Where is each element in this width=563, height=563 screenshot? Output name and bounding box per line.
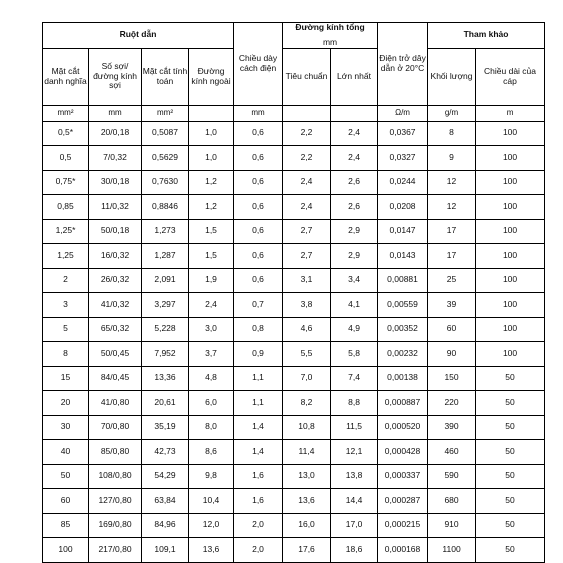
table-cell: 1,4 [234, 415, 283, 440]
table-cell: 3,297 [142, 293, 189, 318]
table-cell: 13,8 [331, 464, 378, 489]
table-cell: 4,6 [283, 317, 331, 342]
table-cell: 0,7630 [142, 170, 189, 195]
table-cell: 0,0208 [378, 195, 428, 220]
table-cell: 2,4 [331, 146, 378, 171]
col-label: Số sợi/đường kính sợi [89, 48, 142, 105]
table-cell: 0,5087 [142, 121, 189, 146]
duong-kinh-tong-label: Đường kính tổng [295, 22, 365, 32]
table-cell: 8,2 [283, 391, 331, 416]
table-cell: 17 [428, 219, 476, 244]
table-cell: 4,1 [331, 293, 378, 318]
table-cell: 0,6 [234, 268, 283, 293]
table-cell: 17,6 [283, 538, 331, 563]
table-cell: 0,00881 [378, 268, 428, 293]
table-cell: 4,8 [189, 366, 234, 391]
table-cell: 1,0 [189, 121, 234, 146]
table-cell: 100 [476, 146, 545, 171]
header-row-units [43, 105, 545, 121]
table-row [43, 195, 545, 220]
table-cell: 50 [476, 440, 545, 465]
table-cell: 90 [428, 342, 476, 367]
table-cell: 5,8 [331, 342, 378, 367]
table-cell: 39 [428, 293, 476, 318]
table-cell: 0,5 [43, 146, 89, 171]
table-cell: 590 [428, 464, 476, 489]
group-ruot-dan: Ruột dẫn [43, 23, 234, 49]
table-cell: 0,000887 [378, 391, 428, 416]
table-cell: 50 [476, 415, 545, 440]
table-cell: 127/0,80 [89, 489, 142, 514]
table-cell: 150 [428, 366, 476, 391]
col-unit: mm² [43, 105, 89, 121]
table-cell: 1,4 [234, 440, 283, 465]
table-cell: 9,8 [189, 464, 234, 489]
table-cell: 0,7 [234, 293, 283, 318]
table-cell: 0,75* [43, 170, 89, 195]
table-cell: 4,9 [331, 317, 378, 342]
table-cell: 390 [428, 415, 476, 440]
table-cell: 2,9 [331, 244, 378, 269]
table-cell: 18,6 [331, 538, 378, 563]
col-dien-tro: Điện trở dây dẫn ở 20°C [378, 23, 428, 106]
col-label: Đường kính ngoài [189, 48, 234, 105]
table-cell: 9 [428, 146, 476, 171]
table-cell: 16,0 [283, 513, 331, 538]
col-unit: g/m [428, 105, 476, 121]
table-cell: 0,00138 [378, 366, 428, 391]
table-cell: 50/0,45 [89, 342, 142, 367]
table-cell: 1,1 [234, 366, 283, 391]
table-cell: 2,2 [283, 121, 331, 146]
table-cell: 42,73 [142, 440, 189, 465]
table-cell: 100 [476, 268, 545, 293]
table-row [43, 244, 545, 269]
table-cell: 54,29 [142, 464, 189, 489]
table-cell: 2,2 [283, 146, 331, 171]
table-cell: 169/0,80 [89, 513, 142, 538]
table-row [43, 415, 545, 440]
table-row [43, 293, 545, 318]
table-cell: 40 [43, 440, 89, 465]
table-cell: 0,00232 [378, 342, 428, 367]
table-row [43, 268, 545, 293]
table-cell: 0,0244 [378, 170, 428, 195]
table-cell: 680 [428, 489, 476, 514]
table-cell: 12,0 [189, 513, 234, 538]
cable-spec-table [42, 22, 545, 563]
table-cell: 0,6 [234, 195, 283, 220]
table-cell: 8,0 [189, 415, 234, 440]
table-cell: 460 [428, 440, 476, 465]
table-cell: 100 [476, 219, 545, 244]
table-cell: 30 [43, 415, 89, 440]
col-unit [283, 105, 331, 121]
table-cell: 100 [476, 121, 545, 146]
table-cell: 65/0,32 [89, 317, 142, 342]
table-cell: 2,7 [283, 244, 331, 269]
table-cell: 12 [428, 195, 476, 220]
table-cell: 1,6 [234, 464, 283, 489]
table-cell: 85/0,80 [89, 440, 142, 465]
table-cell: 13,0 [283, 464, 331, 489]
table-cell: 0,6 [234, 244, 283, 269]
table-cell: 0,0147 [378, 219, 428, 244]
table-cell: 1,25 [43, 244, 89, 269]
table-cell: 3,7 [189, 342, 234, 367]
table-cell: 2,4 [189, 293, 234, 318]
table-cell: 8 [43, 342, 89, 367]
table-row [43, 489, 545, 514]
table-cell: 3,0 [189, 317, 234, 342]
table-cell: 2,4 [283, 195, 331, 220]
table-cell: 0,000215 [378, 513, 428, 538]
table-cell: 5,5 [283, 342, 331, 367]
table-cell: 2,6 [331, 170, 378, 195]
table-cell: 50 [476, 464, 545, 489]
table-cell: 7,4 [331, 366, 378, 391]
table-cell: 0,000520 [378, 415, 428, 440]
table-cell: 2 [43, 268, 89, 293]
table-cell: 13,6 [283, 489, 331, 514]
table-cell: 100 [476, 195, 545, 220]
table-cell: 0,9 [234, 342, 283, 367]
table-cell: 1,6 [234, 489, 283, 514]
table-cell: 2,0 [234, 538, 283, 563]
group-tham-khao: Tham khảo [428, 23, 545, 49]
table-cell: 84/0,45 [89, 366, 142, 391]
table-cell: 50 [476, 538, 545, 563]
table-cell: 50 [476, 513, 545, 538]
table-cell: 8,6 [189, 440, 234, 465]
table-cell: 2,4 [331, 121, 378, 146]
table-row [43, 391, 545, 416]
table-cell: 11,4 [283, 440, 331, 465]
col-chieu-day: Chiều dày cách điện [234, 23, 283, 106]
table-cell: 8,8 [331, 391, 378, 416]
table-row [43, 440, 545, 465]
table-cell: 12 [428, 170, 476, 195]
table-cell: 41/0,80 [89, 391, 142, 416]
table-cell: 17 [428, 244, 476, 269]
table-cell: 50 [476, 391, 545, 416]
table-cell: 12,1 [331, 440, 378, 465]
col-unit [189, 105, 234, 121]
col-label: Tiêu chuẩn [283, 48, 331, 105]
table-cell: 26/0,32 [89, 268, 142, 293]
table-cell: 2,0 [234, 513, 283, 538]
table-cell: 100 [476, 293, 545, 318]
table-cell: 3,4 [331, 268, 378, 293]
table-cell: 108/0,80 [89, 464, 142, 489]
table-cell: 6,0 [189, 391, 234, 416]
table-cell: 100 [43, 538, 89, 563]
table-cell: 1,5 [189, 244, 234, 269]
table-row [43, 317, 545, 342]
table-cell: 20 [43, 391, 89, 416]
table-cell: 3 [43, 293, 89, 318]
col-unit: mm [89, 105, 142, 121]
table-cell: 8 [428, 121, 476, 146]
table-cell: 2,6 [331, 195, 378, 220]
col-unit: Ω/m [378, 105, 428, 121]
table-cell: 1,2 [189, 195, 234, 220]
table-cell: 0,000428 [378, 440, 428, 465]
table-cell: 0,0143 [378, 244, 428, 269]
table-cell: 11/0,32 [89, 195, 142, 220]
table-cell: 84,96 [142, 513, 189, 538]
table-cell: 2,7 [283, 219, 331, 244]
table-cell: 14,4 [331, 489, 378, 514]
table-cell: 0,6 [234, 121, 283, 146]
table-cell: 3,1 [283, 268, 331, 293]
table-row [43, 538, 545, 563]
table-cell: 35,19 [142, 415, 189, 440]
table-cell: 50/0,18 [89, 219, 142, 244]
duong-kinh-tong-unit: mm [322, 36, 338, 47]
table-cell: 0,6 [234, 219, 283, 244]
table-cell: 20,61 [142, 391, 189, 416]
table-cell: 50 [476, 366, 545, 391]
table-cell: 1,273 [142, 219, 189, 244]
table-cell: 50 [43, 464, 89, 489]
table-cell: 100 [476, 170, 545, 195]
table-cell: 1100 [428, 538, 476, 563]
table-cell: 2,4 [283, 170, 331, 195]
table-cell: 41/0,32 [89, 293, 142, 318]
col-label: Chiều dài của cáp [476, 48, 545, 105]
table-cell: 7/0,32 [89, 146, 142, 171]
table-cell: 0,000287 [378, 489, 428, 514]
table-cell: 0,00352 [378, 317, 428, 342]
table-cell: 60 [43, 489, 89, 514]
table-cell: 0,0367 [378, 121, 428, 146]
table-row [43, 464, 545, 489]
table-cell: 0,00559 [378, 293, 428, 318]
table-cell: 0,6 [234, 170, 283, 195]
table-body [43, 121, 545, 562]
table-cell: 10,8 [283, 415, 331, 440]
table-cell: 0,6 [234, 146, 283, 171]
table-row [43, 513, 545, 538]
table-row [43, 366, 545, 391]
table-cell: 100 [476, 244, 545, 269]
header-row-labels [43, 48, 545, 105]
table-cell: 63,84 [142, 489, 189, 514]
table-row [43, 121, 545, 146]
table-cell: 7,0 [283, 366, 331, 391]
table-cell: 220 [428, 391, 476, 416]
table-cell: 1,0 [189, 146, 234, 171]
table-cell: 17,0 [331, 513, 378, 538]
table-cell: 25 [428, 268, 476, 293]
table-cell: 1,9 [189, 268, 234, 293]
table-cell: 0,85 [43, 195, 89, 220]
col-unit: mm [234, 105, 283, 121]
table-cell: 2,9 [331, 219, 378, 244]
table-cell: 1,287 [142, 244, 189, 269]
table-cell: 10,4 [189, 489, 234, 514]
table-cell: 13,6 [189, 538, 234, 563]
table-cell: 0,000168 [378, 538, 428, 563]
table-cell: 1,25* [43, 219, 89, 244]
group-duong-kinh-tong [283, 23, 378, 49]
col-label: Mặt cắt tính toán [142, 48, 189, 105]
col-unit: m [476, 105, 545, 121]
table-cell: 5,228 [142, 317, 189, 342]
table-cell: 217/0,80 [89, 538, 142, 563]
table-cell: 3,8 [283, 293, 331, 318]
table-cell: 16/0,32 [89, 244, 142, 269]
table-cell: 100 [476, 317, 545, 342]
col-label: Lớn nhất [331, 48, 378, 105]
table-cell: 30/0,18 [89, 170, 142, 195]
header-row-groups [43, 23, 545, 49]
table-cell: 50 [476, 489, 545, 514]
table-cell: 5 [43, 317, 89, 342]
table-cell: 0,5* [43, 121, 89, 146]
col-unit [331, 105, 378, 121]
col-label: Mặt cắt danh nghĩa [43, 48, 89, 105]
col-unit: mm² [142, 105, 189, 121]
table-cell: 100 [476, 342, 545, 367]
table-cell: 1,2 [189, 170, 234, 195]
table-row [43, 146, 545, 171]
table-cell: 0,8 [234, 317, 283, 342]
col-label: Khối lượng [428, 48, 476, 105]
table-cell: 910 [428, 513, 476, 538]
table-cell: 0,0327 [378, 146, 428, 171]
table-cell: 70/0,80 [89, 415, 142, 440]
table-cell: 0,8846 [142, 195, 189, 220]
table-cell: 1,1 [234, 391, 283, 416]
table-row [43, 342, 545, 367]
table-cell: 15 [43, 366, 89, 391]
table-cell: 2,091 [142, 268, 189, 293]
table-cell: 1,5 [189, 219, 234, 244]
table-row [43, 219, 545, 244]
table-cell: 11,5 [331, 415, 378, 440]
table-row [43, 170, 545, 195]
table-cell: 85 [43, 513, 89, 538]
table-cell: 13,36 [142, 366, 189, 391]
table-cell: 20/0,18 [89, 121, 142, 146]
table-cell: 0,000337 [378, 464, 428, 489]
table-cell: 60 [428, 317, 476, 342]
table-cell: 0,5629 [142, 146, 189, 171]
table-cell: 109,1 [142, 538, 189, 563]
table-cell: 7,952 [142, 342, 189, 367]
